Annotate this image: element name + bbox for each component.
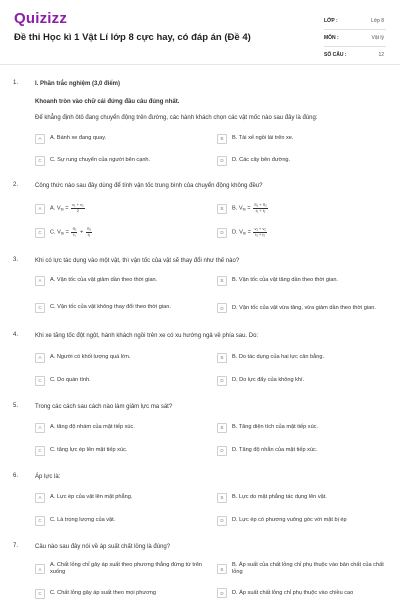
question-text: Công thức nào sau đây dùng để tính vận tốc trung bình của chuyển động không đều? bbox=[35, 183, 263, 189]
fraction bbox=[71, 227, 77, 237]
option-letter: C bbox=[35, 589, 45, 599]
option-text: C. Do quán tính. bbox=[50, 377, 91, 383]
question-text: Khi xe tăng tốc đột ngột, hành khách ngồi trên xe có xu hướng ngả về phía sau. Do: bbox=[35, 333, 259, 339]
formula-plus: + bbox=[78, 229, 85, 236]
numerator: v₁ + v₂ bbox=[254, 226, 266, 232]
option-letter: A bbox=[35, 493, 45, 503]
meta-label-subject: MÔN : bbox=[324, 35, 339, 41]
option-c[interactable] bbox=[35, 301, 210, 314]
question-text: Để khẳng định ôtô đang chuyển động trên đường, các hành khách chọn các vật mốc nào sau đây là đúng: bbox=[35, 115, 318, 121]
option-text: C. Vận tốc của vật không thay đổi theo thời gian. bbox=[50, 304, 171, 310]
option-text: A. tăng độ nhám của mặt tiếp xúc. bbox=[50, 424, 135, 430]
option-letter: B bbox=[217, 564, 227, 574]
option-text: B. Tài xế ngồi lái trên xe. bbox=[232, 135, 294, 141]
option-text bbox=[50, 203, 86, 213]
fraction bbox=[253, 227, 266, 237]
question-number: 6. bbox=[13, 473, 19, 479]
option-text: B. Tăng diện tích của mặt tiếp xúc. bbox=[232, 424, 319, 430]
meta-label-count: SỐ CÂU : bbox=[324, 52, 347, 58]
option-letter: D bbox=[217, 588, 227, 598]
option-a[interactable] bbox=[35, 421, 205, 434]
option-c[interactable] bbox=[35, 514, 205, 527]
formula-subscript: tb bbox=[242, 207, 246, 212]
option-a[interactable] bbox=[35, 132, 205, 145]
option-letter: D bbox=[217, 156, 227, 166]
question-number: 2. bbox=[13, 182, 19, 188]
option-a[interactable] bbox=[35, 274, 205, 287]
formula-prefix: B. V bbox=[232, 205, 243, 212]
option-letter: A bbox=[35, 204, 45, 214]
option-a[interactable] bbox=[35, 491, 205, 504]
option-c[interactable] bbox=[35, 444, 205, 457]
question-number: 4. bbox=[13, 332, 19, 338]
question-number: 5. bbox=[13, 403, 19, 409]
option-letter: C bbox=[35, 516, 45, 526]
option-letter: B bbox=[217, 423, 227, 433]
option-letter: D bbox=[217, 228, 227, 238]
formula-prefix: C. V bbox=[50, 229, 61, 236]
denominator: t₁ + t₂ bbox=[255, 231, 266, 237]
denominator: t₁ bbox=[73, 231, 76, 237]
option-letter: B bbox=[217, 204, 227, 214]
option-c[interactable] bbox=[35, 154, 205, 167]
option-d[interactable] bbox=[217, 154, 387, 167]
question-number: 3. bbox=[13, 257, 19, 263]
option-c[interactable] bbox=[35, 587, 205, 600]
meta-row-grade bbox=[324, 13, 386, 30]
option-text: B. Lực do mặt phẳng tác dụng lên vật. bbox=[232, 494, 327, 500]
option-text: A. Người có khối lượng quá lớn. bbox=[50, 354, 131, 360]
option-c[interactable] bbox=[35, 374, 205, 387]
option-letter: C bbox=[35, 376, 45, 386]
numerator: v₁ + v₂ bbox=[72, 202, 84, 208]
formula-equals: = bbox=[245, 205, 253, 212]
option-letter: C bbox=[35, 446, 45, 456]
meta-value-grade: Lớp 8 bbox=[370, 18, 384, 24]
option-c[interactable] bbox=[35, 226, 205, 239]
document-header bbox=[0, 0, 400, 65]
formula-equals: = bbox=[246, 229, 253, 236]
option-letter: D bbox=[217, 516, 227, 526]
option-letter: D bbox=[217, 376, 227, 386]
option-b[interactable] bbox=[217, 491, 387, 504]
document-title: Đề thi Học kì 1 Vật Lí lớp 8 cực hay, có đáp án (Đề 4) bbox=[14, 32, 251, 43]
option-text: D. Vận tốc của vật vừa tăng, vừa giảm dần theo thời gian. bbox=[232, 304, 376, 311]
option-b[interactable] bbox=[217, 421, 387, 434]
quizizz-logo: Quizizz bbox=[14, 10, 68, 27]
option-text: A. Vận tốc của vật giảm dần theo thời gian. bbox=[50, 277, 158, 283]
option-letter: A bbox=[35, 423, 45, 433]
instruction: Khoanh tròn vào chữ cái đứng đầu câu đúng nhất. bbox=[35, 99, 180, 105]
option-text: D. Do lực đẩy của không khí. bbox=[232, 377, 305, 383]
option-letter: C bbox=[35, 156, 45, 166]
option-text: C. Sự rung chuyển của người bên cạnh. bbox=[50, 157, 151, 163]
formula-subscript: tb bbox=[60, 231, 65, 236]
formula-prefix: A. V bbox=[50, 205, 61, 212]
option-letter: A bbox=[35, 353, 45, 363]
question-text: Áp lực là: bbox=[35, 474, 61, 480]
meta-value-count: 12 bbox=[378, 52, 384, 58]
numerator: S₁ + S₂ bbox=[254, 202, 267, 208]
option-letter: B bbox=[217, 353, 227, 363]
meta-table bbox=[324, 13, 386, 63]
meta-value-subject: Vật lý bbox=[371, 35, 384, 41]
option-a[interactable] bbox=[35, 202, 205, 215]
option-text: A. Lực ép của vật lên mặt phẳng. bbox=[50, 494, 133, 500]
option-text: D. Lực ép có phương vuông góc với mặt bị ép bbox=[232, 517, 347, 523]
option-b[interactable] bbox=[217, 202, 387, 215]
option-d[interactable] bbox=[217, 226, 387, 239]
option-a[interactable] bbox=[35, 559, 205, 579]
option-letter: C bbox=[35, 228, 45, 238]
option-text: A. Chất lỏng chỉ gây áp suất theo phương thẳng đứng từ trên xuống bbox=[50, 562, 203, 575]
option-letter: B bbox=[217, 493, 227, 503]
denominator: 2 bbox=[76, 207, 79, 213]
option-text: C. Chất lỏng gây áp suất theo mọi phương bbox=[50, 590, 156, 596]
option-text: C. Là trọng lượng của vật. bbox=[50, 517, 116, 523]
option-b[interactable] bbox=[217, 559, 387, 579]
denominator: t₂ bbox=[87, 231, 91, 237]
option-text: B. Do tác dụng của hai lực cân bằng. bbox=[232, 354, 325, 360]
meta-row-count bbox=[324, 47, 386, 63]
option-d[interactable] bbox=[217, 444, 387, 457]
option-d[interactable] bbox=[217, 374, 387, 387]
fraction bbox=[253, 203, 268, 213]
option-text: A. Bánh xe đang quay. bbox=[50, 135, 107, 141]
numerator: S₁ bbox=[72, 226, 77, 232]
option-d[interactable] bbox=[217, 583, 387, 603]
option-letter: A bbox=[35, 564, 45, 574]
option-b[interactable] bbox=[217, 132, 387, 145]
formula-equals: = bbox=[64, 229, 71, 236]
formula-equals: = bbox=[63, 205, 71, 212]
question-number: 1. bbox=[13, 80, 19, 86]
option-text bbox=[232, 203, 269, 213]
option-text bbox=[232, 227, 268, 237]
formula-subscript: tb bbox=[242, 231, 247, 236]
option-d[interactable] bbox=[217, 514, 387, 527]
option-letter: B bbox=[217, 134, 227, 144]
option-text: D. Tăng độ nhẵn của mặt tiếp xúc. bbox=[232, 447, 318, 453]
denominator: t₁ + t₂ bbox=[255, 207, 266, 213]
option-text: D. Áp suất chất lỏng chỉ phụ thuộc vào chiều cao bbox=[232, 589, 354, 596]
option-a[interactable] bbox=[35, 351, 205, 364]
option-letter: B bbox=[217, 276, 227, 286]
option-d[interactable] bbox=[217, 298, 387, 318]
fraction bbox=[71, 203, 84, 213]
option-letter: D bbox=[217, 303, 227, 313]
option-text bbox=[50, 227, 93, 237]
question-text: Trong các cách sau cách nào làm giảm lực ma sát? bbox=[35, 404, 173, 410]
option-letter: D bbox=[217, 446, 227, 456]
formula-subscript: tb bbox=[60, 207, 64, 212]
option-b[interactable] bbox=[217, 351, 387, 364]
meta-label-grade: LỚP : bbox=[324, 18, 338, 24]
fraction bbox=[86, 227, 92, 237]
option-letter: A bbox=[35, 134, 45, 144]
option-text: B. Áp suất của chất lỏng chỉ phụ thuộc vào bản chất của chất lỏng bbox=[232, 562, 384, 575]
option-letter: C bbox=[35, 303, 45, 313]
meta-row-subject bbox=[324, 30, 386, 47]
section-title: I. Phần trắc nghiệm (3,0 điểm) bbox=[35, 81, 121, 87]
option-text: B. Vận tốc của vật tăng dần theo thời gian. bbox=[232, 277, 338, 283]
question-number: 7. bbox=[13, 543, 19, 549]
option-b[interactable] bbox=[217, 274, 387, 287]
option-text: C. tăng lực ép lên mặt tiếp xúc. bbox=[50, 447, 128, 453]
formula-prefix: D. V bbox=[232, 229, 243, 236]
option-letter: A bbox=[35, 276, 45, 286]
question-text: Khi có lực tác dụng vào một vật, thì vận tốc của vật sẽ thay đổi như thế nào? bbox=[35, 258, 240, 264]
numerator: S₂ bbox=[86, 226, 92, 232]
question-text: Câu nào sau đây nói về áp suất chất lỏng là đúng? bbox=[35, 544, 171, 550]
option-text: D. Các cây bên đường. bbox=[232, 157, 291, 163]
